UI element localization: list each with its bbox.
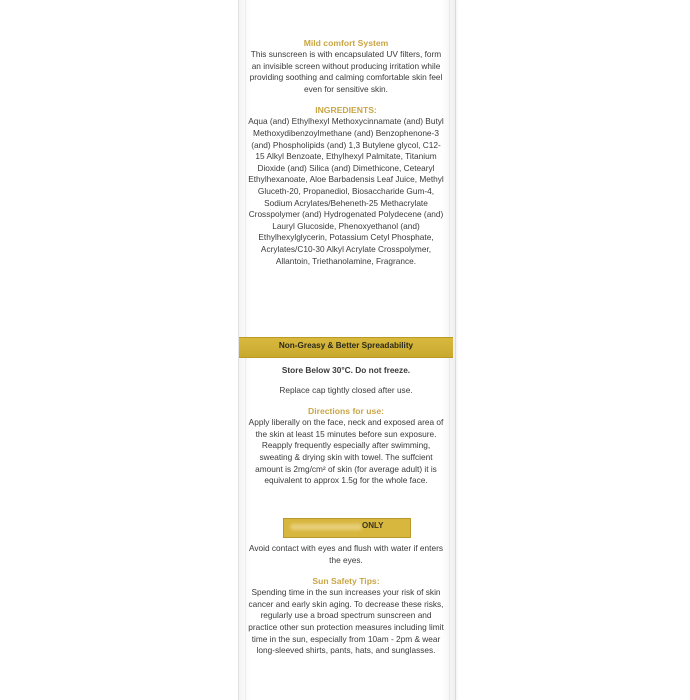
- tips-text: Spending time in the sun increases your risk of skin cancer and early skin aging. To decrease these risks, regularly use a broad spectrum sunscreen and practice other sun protection measures including limit time in the sun, especially from 10am - 2pm & wear long-sleeved shirts, pants, hats, and sunglasses.: [248, 587, 444, 656]
- storage-block: [248, 365, 444, 487]
- warning-text: Avoid contact with eyes and flush with water if enters the eyes.: [248, 543, 443, 565]
- storage-text: Store Below 30°C. Do not freeze.: [281, 365, 411, 375]
- ingredients-text: Aqua (and) Ethylhexyl Methoxycinnamate (and) Butyl Methoxydibenzoylmethane (and) Benzophenone-3 (and) Phospholipids (and) 1,3 Butylene glycol, C12-15 Alkyl Benzoate, Ethylhexyl Palmitate, Titanium Dioxide (and) Silica (and) Dimethicone, Cetearyl Ethylhexanoate, Aloe Barbadensis Leaf Juice, Methyl Gluceth-20, Propanediol, Biosaccharide Gum-4, Sodium Acrylates/Beheneth-25 Methacrylate Crosspolymer (and) Hydrogenated Polydecene (and) Lauryl Glucoside, Phenoxyethanol (and) Ethylhexylglycerin, Potassium Cetyl Phosphate, Acrylates/C10-30 Alkyl Acrylate Crosspolymer, Allantoin, Triethanolamine, Fragrance.: [248, 116, 444, 266]
- cap-text: Replace cap tightly closed after use.: [279, 384, 413, 395]
- directions-heading: Directions for use:: [308, 406, 384, 417]
- feature-band-label: Non-Greasy & Better Spreadability: [278, 341, 414, 350]
- comfort-heading: Mild comfort System: [303, 38, 389, 48]
- directions-text: Apply liberally on the face, neck and exposed area of the skin at least 15 minutes before sun exposure. Reapply frequently especially after swimming, sweating & drying skin with towel. The suffcient amount is 2mg/cm² of skin (for average adult) it is equivalent to approx 1.5g for the whole face.: [248, 417, 444, 486]
- upper-text-block: [248, 38, 444, 267]
- tips-heading: Sun Safety Tips:: [312, 576, 380, 587]
- comfort-text: This sunscreen is with encapsulated UV filters, form an invisible screen without producing irritation while providing soothing and calming comfortable skin feel even for sensitive skin.: [249, 49, 443, 94]
- sticker-label: ONLY: [362, 521, 384, 530]
- lower-text-block: [248, 543, 444, 657]
- blurred-sticker-text: [290, 524, 362, 530]
- ingredients-heading: INGREDIENTS:: [315, 105, 377, 116]
